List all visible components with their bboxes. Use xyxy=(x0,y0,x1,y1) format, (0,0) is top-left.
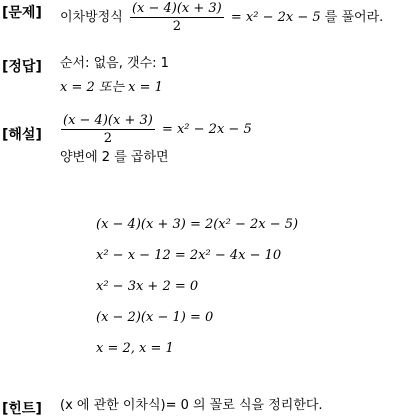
problem-denominator: 2 xyxy=(172,19,181,34)
explanation-numerator: (x − 4)(x + 3) xyxy=(63,113,153,128)
problem-suffix: 를 풀어라. xyxy=(324,10,384,25)
explanation-note: 양변에 2 를 곱하면 xyxy=(60,150,169,165)
explanation-denominator: 2 xyxy=(103,131,113,146)
answer-order-line: 순서: 없음, 갯수: 1 xyxy=(60,56,169,71)
explanation-fraction xyxy=(61,113,155,146)
explanation-step: x = 2, x = 1 xyxy=(96,341,174,356)
problem-label: [문제] xyxy=(2,5,42,21)
hint-text: (x 에 관한 이차식)= 0 의 꼴로 식을 정리한다. xyxy=(60,398,323,413)
explanation-equation xyxy=(58,113,252,146)
problem-numerator: (x − 4)(x + 3) xyxy=(131,1,222,16)
explanation-step: x² − x − 12 = 2x² − 4x − 10 xyxy=(96,248,282,263)
explanation-label: [해설] xyxy=(2,127,42,143)
hint-label: [힌트] xyxy=(2,401,42,417)
answer-label: [정답] xyxy=(2,59,42,75)
problem-prefix: 이차방정식 xyxy=(60,10,123,25)
problem-fraction xyxy=(130,1,224,34)
answer-solution-line: x = 2 또는 x = 1 xyxy=(60,80,163,95)
explanation-step: x² − 3x + 2 = 0 xyxy=(96,279,199,294)
explanation-rhs: = x² − 2x − 5 xyxy=(161,122,252,137)
explanation-step: (x − 4)(x + 3) = 2(x² − 2x − 5) xyxy=(96,217,299,232)
problem-rhs: = x² − 2x − 5 xyxy=(230,10,321,25)
problem-statement xyxy=(60,1,383,34)
explanation-step: (x − 2)(x − 1) = 0 xyxy=(96,310,214,325)
